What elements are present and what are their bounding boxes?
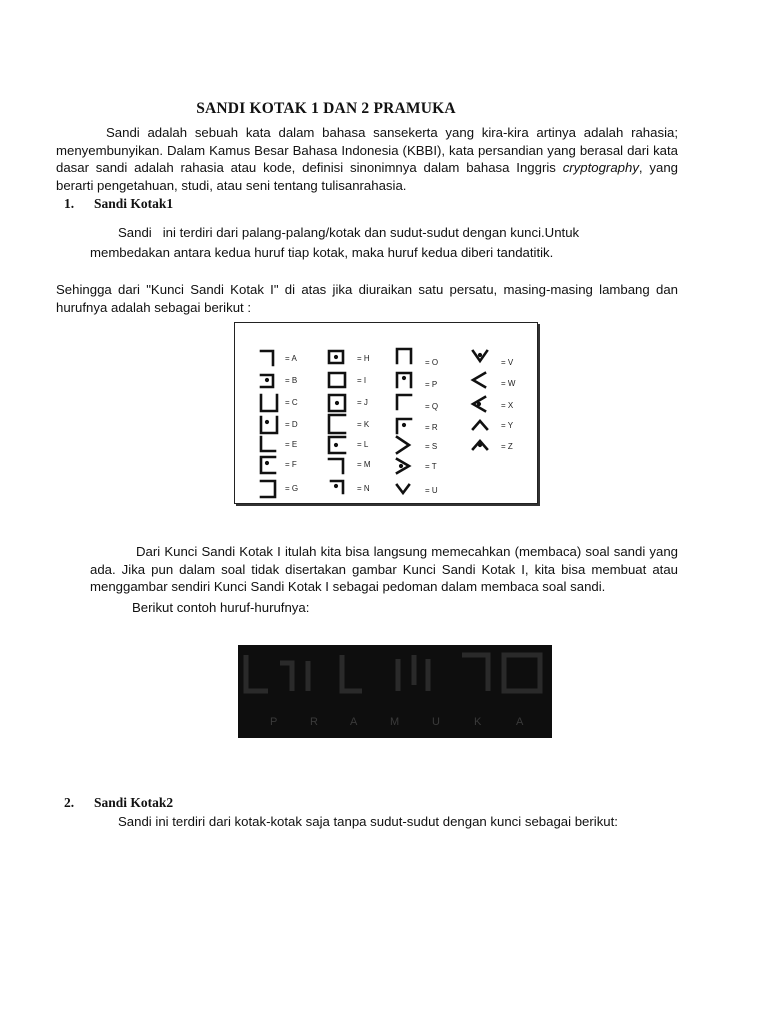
label-q: = Q [425,402,439,411]
symbol-s [397,437,409,453]
section-2-line-1: Sandi ini terdiri dari kotak-kotak saja tanpa sudut-sudut dengan kunci sebagai berikut: [118,814,618,829]
cipher-key-image [234,322,538,504]
symbol-l-dot [334,443,337,446]
label-w: = W [501,379,516,388]
symbol-v-dot [478,353,481,356]
label-n: = N [357,484,370,493]
label-e: = E [285,440,298,449]
section-1-title: Sandi Kotak1 [94,196,174,211]
intro-text-end: , yang berarti pengetahuan, studi, atau seni tentang tulisanrahasia. [56,160,678,193]
section-2-heading [64,795,173,811]
section-2-title: Sandi Kotak2 [94,795,174,810]
label-a: = A [285,354,297,363]
section-1-paragraph-2: Sehingga dari "Kunci Sandi Kotak I" di atas jika diuraikan satu persatu, masing-masing lambang dan hurufnya adalah sebagai berikut : [56,282,678,315]
label-r: = R [425,423,438,432]
banner-letters [270,716,524,728]
label-j: = J [357,398,368,407]
symbol-d-dot [265,420,268,423]
section-1-line-2: membedakan antara kedua huruf tiap kotak, maka huruf kedua diberi tandatitik. [90,245,554,260]
intro-text: Sandi adalah sebuah kata dalam bahasa sansekerta yang kira-kira artinya adalah rahasia; menyembunyikan. Dalam Kamus Besar Bahasa Indonesia (KBBI), kata persandian yang berasal dari kata dasar sandi adalah rahasia atau kode, definisi sinonimnya dalam bahasa Inggris [56,125,678,175]
banner-letter-u: U [432,716,440,728]
label-o: = O [425,358,439,367]
banner-letter-k: K [474,716,482,728]
symbol-f-dot [265,461,268,464]
label-m: = M [357,460,371,469]
symbol-h-dot [334,355,337,358]
section-2-number: 2. [64,795,75,810]
section-1-paragraph-3: Dari Kunci Sandi Kotak I itulah kita bisa langsung memecahkan (membaca) soal sandi yang ada. Jika pun dalam soal tidak disertakan gambar Kunci Sandi Kotak I, kita bisa membuat atau menggambar sendiri Kunci Sandi Kotak I sebagai pedoman dalam membaca soal sandi. [90,544,678,594]
label-c: = C [285,398,298,407]
pramuka-cipher-banner [238,645,552,738]
label-b: = B [285,376,298,385]
symbol-m [329,459,343,473]
label-v: = V [501,358,514,367]
symbol-u [397,485,409,493]
section-1-line-1: Sandi ini terdiri dari palang-palang/kotak dan sudut-sudut dengan kunci.Untuk [118,225,580,240]
banner-letter-m: M [390,716,400,728]
symbol-j-dot [335,401,338,404]
symbol-q [397,395,411,409]
symbol-z-dot [478,443,481,446]
symbol-k [329,415,345,433]
banner-letter-a2: A [516,716,524,728]
banner-letter-r: R [310,716,318,728]
banner-letter-a: A [350,716,358,728]
label-p: = P [425,380,438,389]
symbol-g [261,481,275,497]
symbol-c [261,395,277,411]
intro-paragraph [56,124,678,194]
label-x: = X [501,401,514,410]
label-k: = K [357,420,370,429]
symbol-x-dot [477,402,480,405]
symbol-a [261,351,273,365]
banner-cipher-symbols [246,655,540,691]
label-g: = G [285,484,299,493]
symbol-w [473,373,485,387]
label-l: = L [357,440,369,449]
section-1-heading [64,196,173,212]
page-title: SANDI KOTAK 1 DAN 2 PRAMUKA [196,100,456,117]
symbol-d [261,417,277,433]
label-y: = Y [501,421,514,430]
symbol-y [473,421,487,429]
symbol-f [261,457,275,473]
banner-letter-p: P [270,716,278,728]
symbol-i [329,373,345,387]
cipher-key-diagram [235,323,537,503]
intro-italic-term: cryptography [562,160,639,175]
label-d: = D [285,420,298,429]
symbol-e [261,437,275,451]
label-t: = T [425,462,437,471]
label-s: = S [425,442,438,451]
symbol-o [397,349,411,363]
pramuka-example-image [238,645,552,738]
label-z: = Z [501,442,513,451]
symbol-r-dot [402,423,405,426]
symbol-t-dot [399,464,402,467]
label-f: = F [285,460,297,469]
section-1-paragraph-4: Berikut contoh huruf-hurufnya: [132,600,310,615]
symbol-n-dot [334,484,337,487]
symbol-b-dot [265,378,268,381]
label-h: = H [357,354,370,363]
symbol-p-dot [402,376,405,379]
section-1-number: 1. [64,196,75,211]
label-i: = I [357,376,367,385]
label-u: = U [425,486,438,495]
